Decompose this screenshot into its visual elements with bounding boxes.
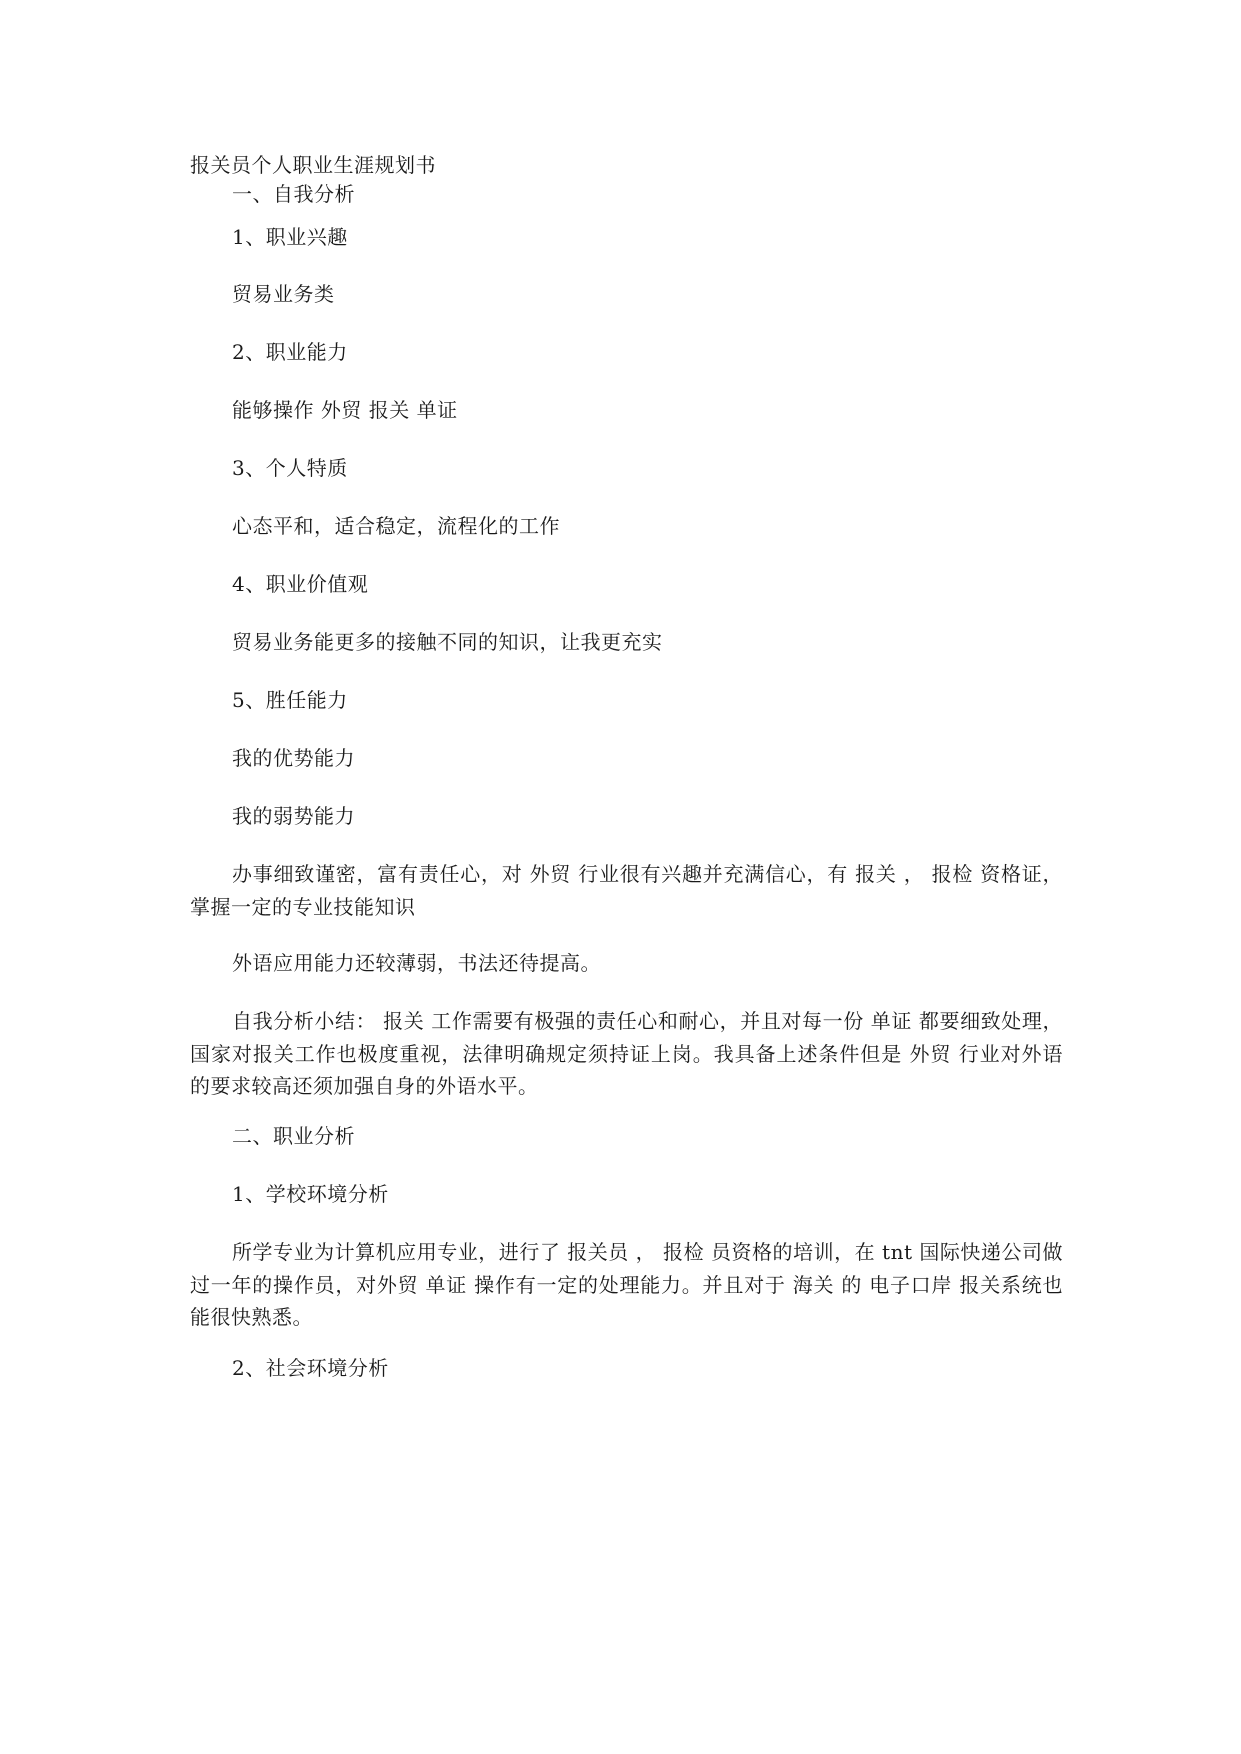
text-career-values: 贸易业务能更多的接触不同的知识，让我更充实: [232, 630, 663, 654]
subheading-competence: 5、胜任能力: [232, 688, 348, 712]
subheading-career-ability: 2、职业能力: [232, 340, 348, 364]
subheading-social-environment: 2、社会环境分析: [232, 1356, 389, 1380]
text-career-ability: 能够操作 外贸 报关 单证: [232, 398, 458, 422]
subheading-career-values: 4、职业价值观: [232, 572, 369, 596]
subheading-school-environment: 1、学校环境分析: [232, 1182, 389, 1206]
paragraph-school-environment: 所学专业为计算机应用专业，进行了 报关员 ， 报检 员资格的培训，在 tnt 国际快递公司做过一年的操作员，对外贸 单证 操作有一定的处理能力。并且对于 海关 的 电子口岸 报关系统也能很快熟悉。: [190, 1240, 1063, 1329]
text-weakness-label: 我的弱势能力: [232, 804, 355, 828]
text-personal-traits: 心态平和，适合稳定，流程化的工作: [232, 514, 560, 538]
text-strength-label: 我的优势能力: [232, 746, 355, 770]
paragraph-strengths: 办事细致谨密，富有责任心，对 外贸 行业很有兴趣并充满信心，有 报关 ， 报检 资格证，掌握一定的专业技能知识: [190, 862, 1063, 919]
section-heading-self-analysis: 一、自我分析: [232, 182, 355, 206]
subheading-career-interest: 1、职业兴趣: [232, 225, 348, 249]
subheading-personal-traits: 3、个人特质: [232, 456, 348, 480]
paragraph-self-analysis-summary: 自我分析小结： 报关 工作需要有极强的责任心和耐心，并且对每一份 单证 都要细致处理，国家对报关工作也极度重视，法律明确规定须持证上岗。我具备上述条件但是 外贸 行业对外语的要求较高还须加强自身的外语水平。: [190, 1009, 1063, 1098]
section-heading-career-analysis: 二、职业分析: [232, 1124, 355, 1148]
document-title: 报关员个人职业生涯规划书: [190, 153, 436, 177]
paragraph-weaknesses: 外语应用能力还较薄弱，书法还待提高。: [232, 951, 601, 975]
text-career-interest: 贸易业务类: [232, 282, 335, 306]
